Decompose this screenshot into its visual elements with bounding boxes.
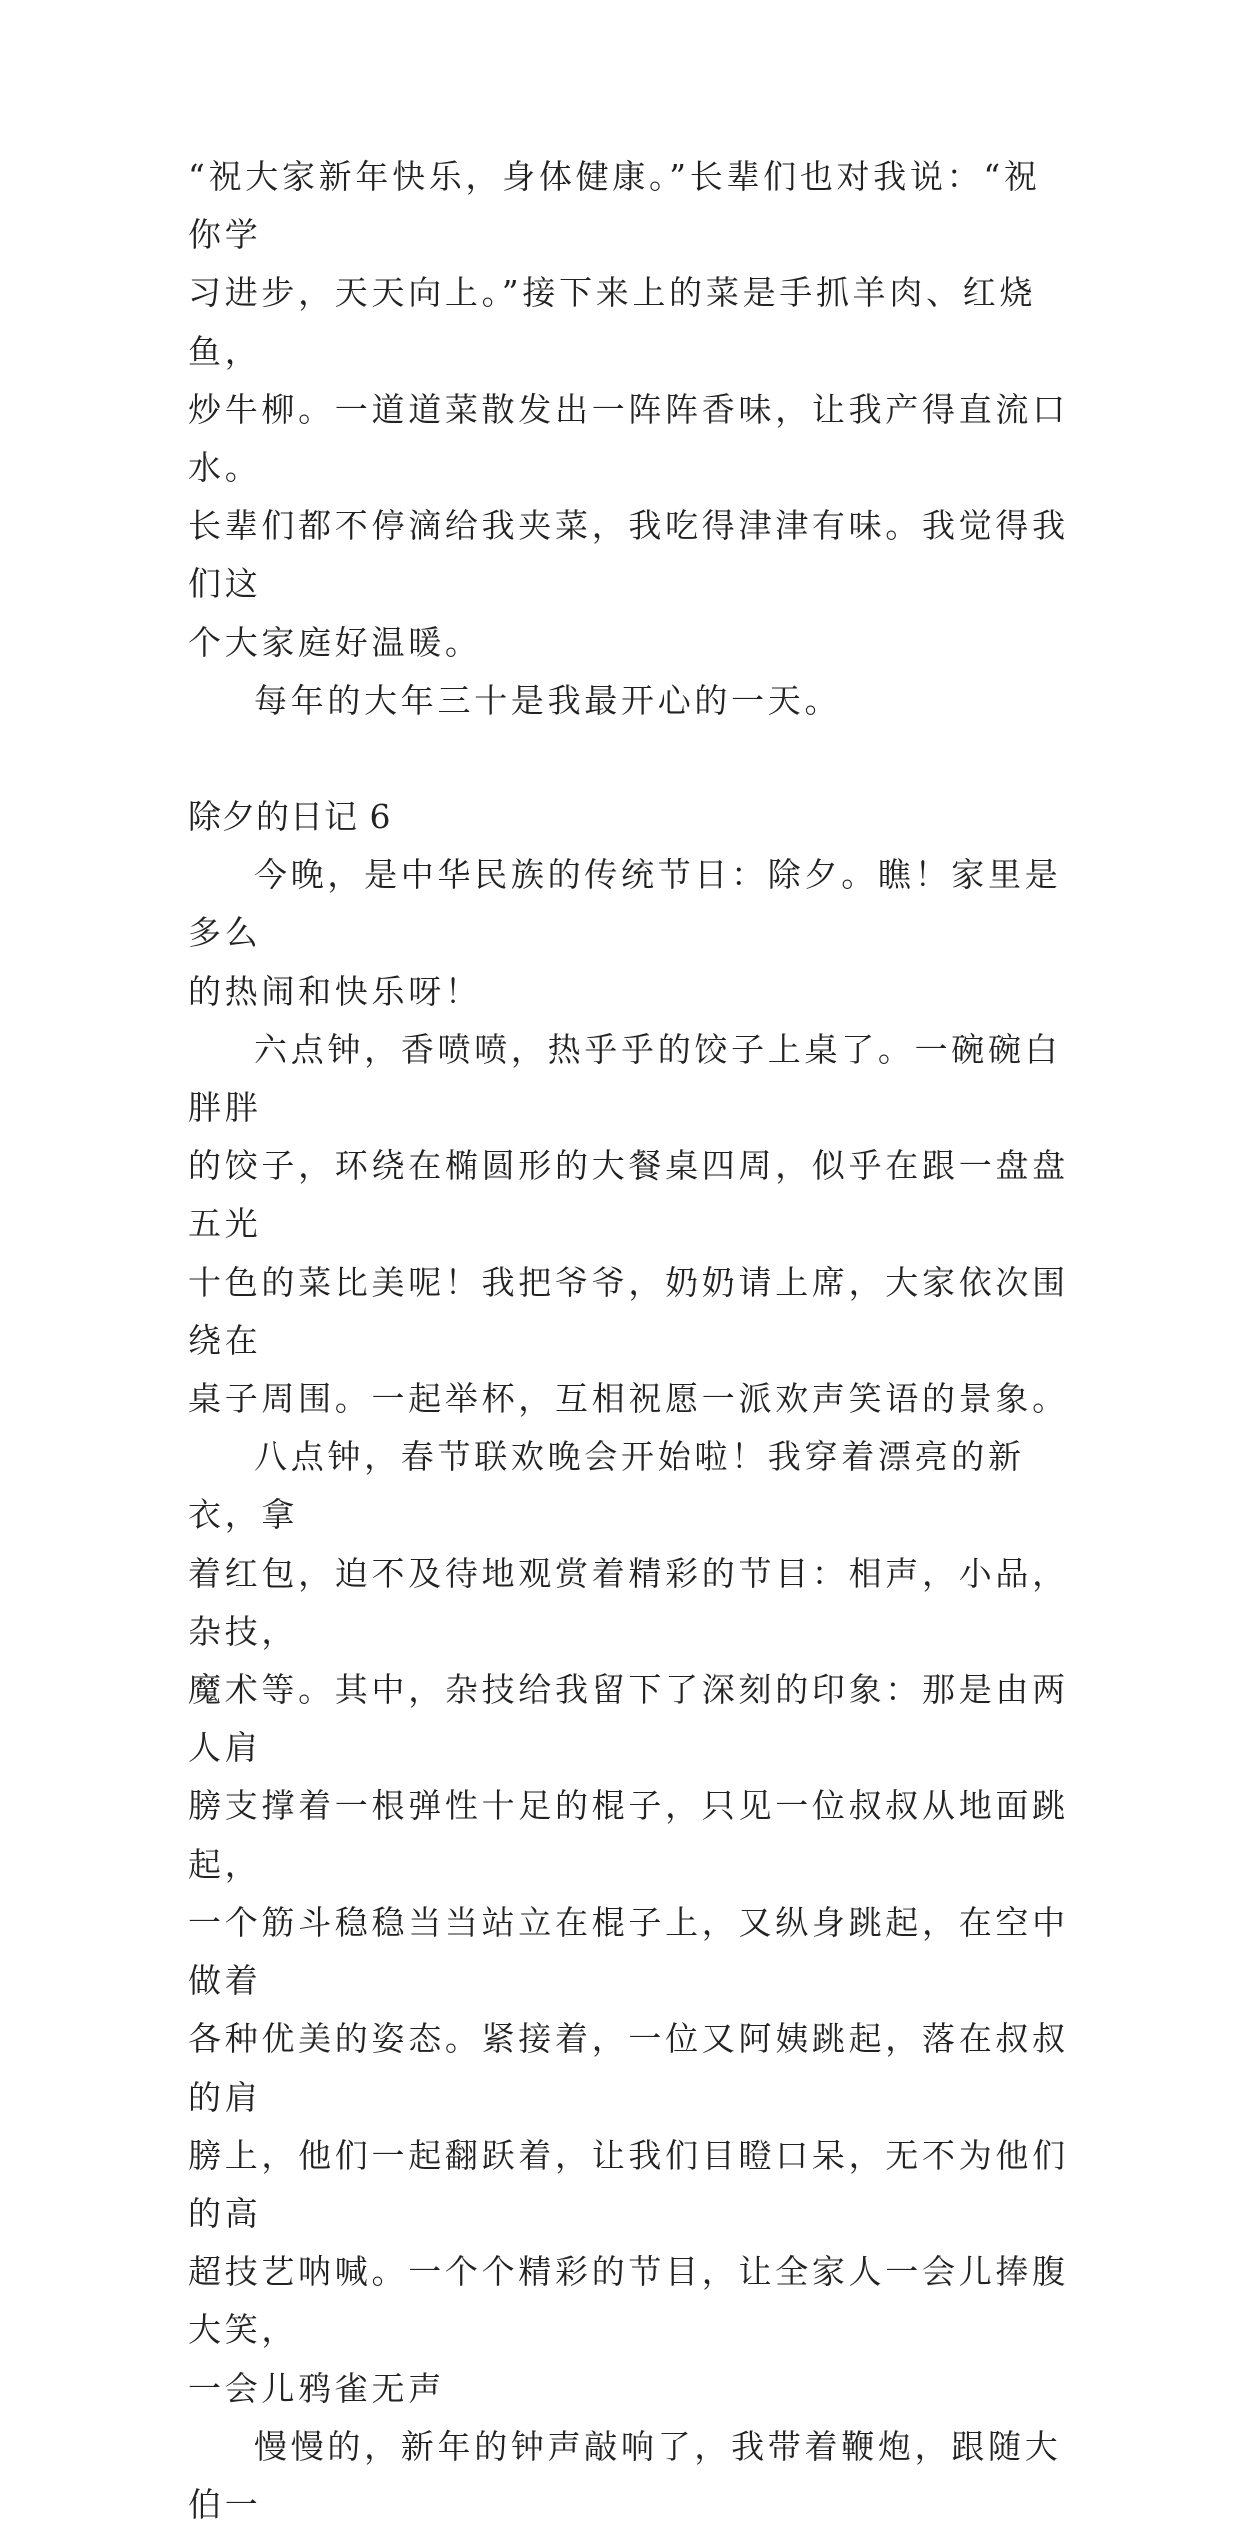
paragraph-closing: 每年的大年三十是我最开心的一天。 [254, 680, 842, 720]
paragraph: 慢慢的，新年的钟声敲响了，我带着鞭炮，跟随大伯一 [188, 2426, 1062, 2524]
section-title: 除夕的日记 6 [188, 797, 392, 837]
section-gap [188, 730, 1073, 788]
paragraph: 今晚，是中华民族的传统节日：除夕。瞧！家里是多么 的热闹和快乐呀！ [188, 855, 1062, 1011]
paragraph: 八点钟，春节联欢晚会开始啦！我穿着漂亮的新衣，拿 着红包，迫不及待地观赏着精彩的节目：相声，小品，杂技， 魔术等。其中，杂技给我留下了深刻的印象：那是由两人肩 膀支撑着一根弹性十足的棍子，只见一位叔叔从地面跳起， 一个筋斗稳稳当当站立在棍子上，又纵身跳起，在空中做着 各种优美的姿态。紧接着，一位又阿姨跳起，落在叔叔的肩 膀上，他们一起翻跃着，让我们目瞪口呆，无不为他们的高 超技艺呐喊。一个个精彩的节目，让全家人一会儿捧腹大笑， 一会儿鸦雀无声 [188, 1437, 1069, 2408]
document-body [188, 148, 1073, 2534]
paragraph: 六点钟，香喷喷，热乎乎的饺子上桌了。一碗碗白胖胖 的饺子，环绕在椭圆形的大餐桌四周，似乎在跟一盘盘五光 十色的菜比美呢！我把爷爷，奶奶请上席，大家依次围绕在 桌子周围。一起举杯，互相祝愿一派欢声笑语的景象。 [188, 1029, 1069, 1419]
paragraph-continuation: “祝大家新年快乐，身体健康。”长辈们也对我说：“祝你学 习进步，天天向上。”接下来上的菜是手抓羊肉、红烧鱼， 炒牛柳。一道道菜散发出一阵阵香味，让我产得直流口水。 长辈们都不停滴给我夹菜，我吃得津津有味。我觉得我们这 个大家庭好温暖。 [188, 157, 1069, 662]
